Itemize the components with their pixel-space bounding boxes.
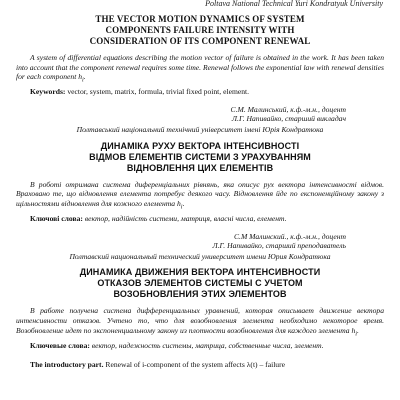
russian-author-1: С.М Малинский., к.ф.-м.н., доцент xyxy=(233,231,346,241)
english-abstract-subscript: i xyxy=(82,76,84,84)
russian-title-line1: ДИНАМИКА ДВИЖЕНИЯ ВЕКТОРА ИНТЕНСИВНОСТИ xyxy=(79,267,321,278)
english-abstract-end: . xyxy=(83,72,86,82)
ukrainian-keywords xyxy=(16,214,384,224)
intro-paragraph xyxy=(16,360,384,370)
russian-abstract-subscript: i xyxy=(355,330,358,338)
english-title-line2: COMPONENTS FAILURE INTENSITY WITH xyxy=(105,25,295,35)
english-title-line3: CONSIDERATION OF ITS COMPONENT RENEWAL xyxy=(89,36,311,46)
english-keywords-label: Keywords: xyxy=(30,87,66,97)
running-head: Poltava National Technical Yuri Kondratyuk University xyxy=(205,0,383,8)
ukrainian-affiliation: Полтавський національний технічний університет імені Юрія Кондратюка xyxy=(76,125,324,135)
ukrainian-title-line3: ВІДНОВЛЕННЯ ЦИХ ЕЛЕМЕНТІВ xyxy=(126,162,274,173)
ukrainian-abstract xyxy=(16,180,384,212)
russian-author-2: Л.Г. Напивайко, старший преподаватель xyxy=(212,241,346,251)
ukrainian-author-1: С.М. Малинський, к.ф.-м.н., доцент xyxy=(230,104,346,114)
russian-title xyxy=(16,267,384,300)
russian-section xyxy=(16,232,384,351)
intro-label: The introductory part. xyxy=(30,360,104,370)
ukrainian-author-2: Л.Г. Напивайко, старший викладач xyxy=(231,114,346,124)
russian-keywords-label: Ключевые слова: xyxy=(30,340,90,350)
russian-affiliation: Полтавский национальный технический университет имени Юрия Кондратюка xyxy=(69,251,331,261)
russian-keywords-text: вектор, надежность системы, матрица, собственные числа, элемент. xyxy=(89,340,324,350)
english-abstract xyxy=(16,53,384,85)
russian-abstract-text: В работе получена система дифференциальных уравнений, которая описывает движение вектора интенсивности отказов. Учтено то, что для возобновления элемента необходимо некоторое время. Возобновление идет по экспоненциальному закону из плотности возобновления для каждого элемента h xyxy=(16,306,384,335)
ukrainian-keywords-label: Ключові слова: xyxy=(30,213,83,223)
ukrainian-title-line2: ВІДМОВ ЕЛЕМЕНТІВ СИСТЕМИ З УРАХУВАННЯМ xyxy=(89,151,311,162)
ukrainian-section xyxy=(16,105,384,224)
english-title xyxy=(16,14,384,47)
russian-keywords xyxy=(16,341,384,351)
english-keywords-text: vector, system, matrix, formula, trivial fixed point, element. xyxy=(65,87,250,97)
russian-title-line2: ОТКАЗОВ ЭЛЕМЕНТОВ СИСТЕМЫ С УЧЕТОМ xyxy=(97,278,303,289)
ukrainian-keywords-text: вектор, надійність системи, матриця, власні числа, елемент. xyxy=(82,213,287,223)
english-keywords xyxy=(16,87,384,97)
english-abstract-text: A system of differential equations describing the motion vector of failure is obtained in the work. It has been taken into account that the component renewal requires some time. Renewal follows the exponential law with renewal densities for each component h xyxy=(16,53,384,82)
ukrainian-abstract-text: В роботі отримана система диференціальних рівнянь, яка описує рух вектора інтенсивності відмов. Враховано те, що відновлення елемента потребує деякого часу. Відновлення йде по експоненційному закону з щільностями відновлення для кожного елемента h xyxy=(16,179,384,208)
russian-title-line3: ВОЗОБНОВЛЕНИЯ ЭТИХ ЭЛЕМЕНТОВ xyxy=(113,289,287,300)
ukrainian-title-line1: ДИНАМІКА РУХУ ВЕКТОРА ІНТЕНСИВНОСТІ xyxy=(100,140,300,151)
ukrainian-abstract-end: . xyxy=(182,198,185,208)
russian-abstract xyxy=(16,306,384,338)
ukrainian-authors xyxy=(16,105,384,124)
english-title-line1: THE VECTOR MOTION DYNAMICS OF SYSTEM xyxy=(95,14,305,24)
russian-authors xyxy=(16,232,384,251)
ukrainian-abstract-subscript: i xyxy=(180,203,183,211)
intro-text: Renewal of i-component of the system affects λ(t) – failure xyxy=(103,360,285,370)
ukrainian-title xyxy=(16,141,384,174)
russian-abstract-end: . xyxy=(357,325,359,335)
english-section xyxy=(16,14,384,97)
